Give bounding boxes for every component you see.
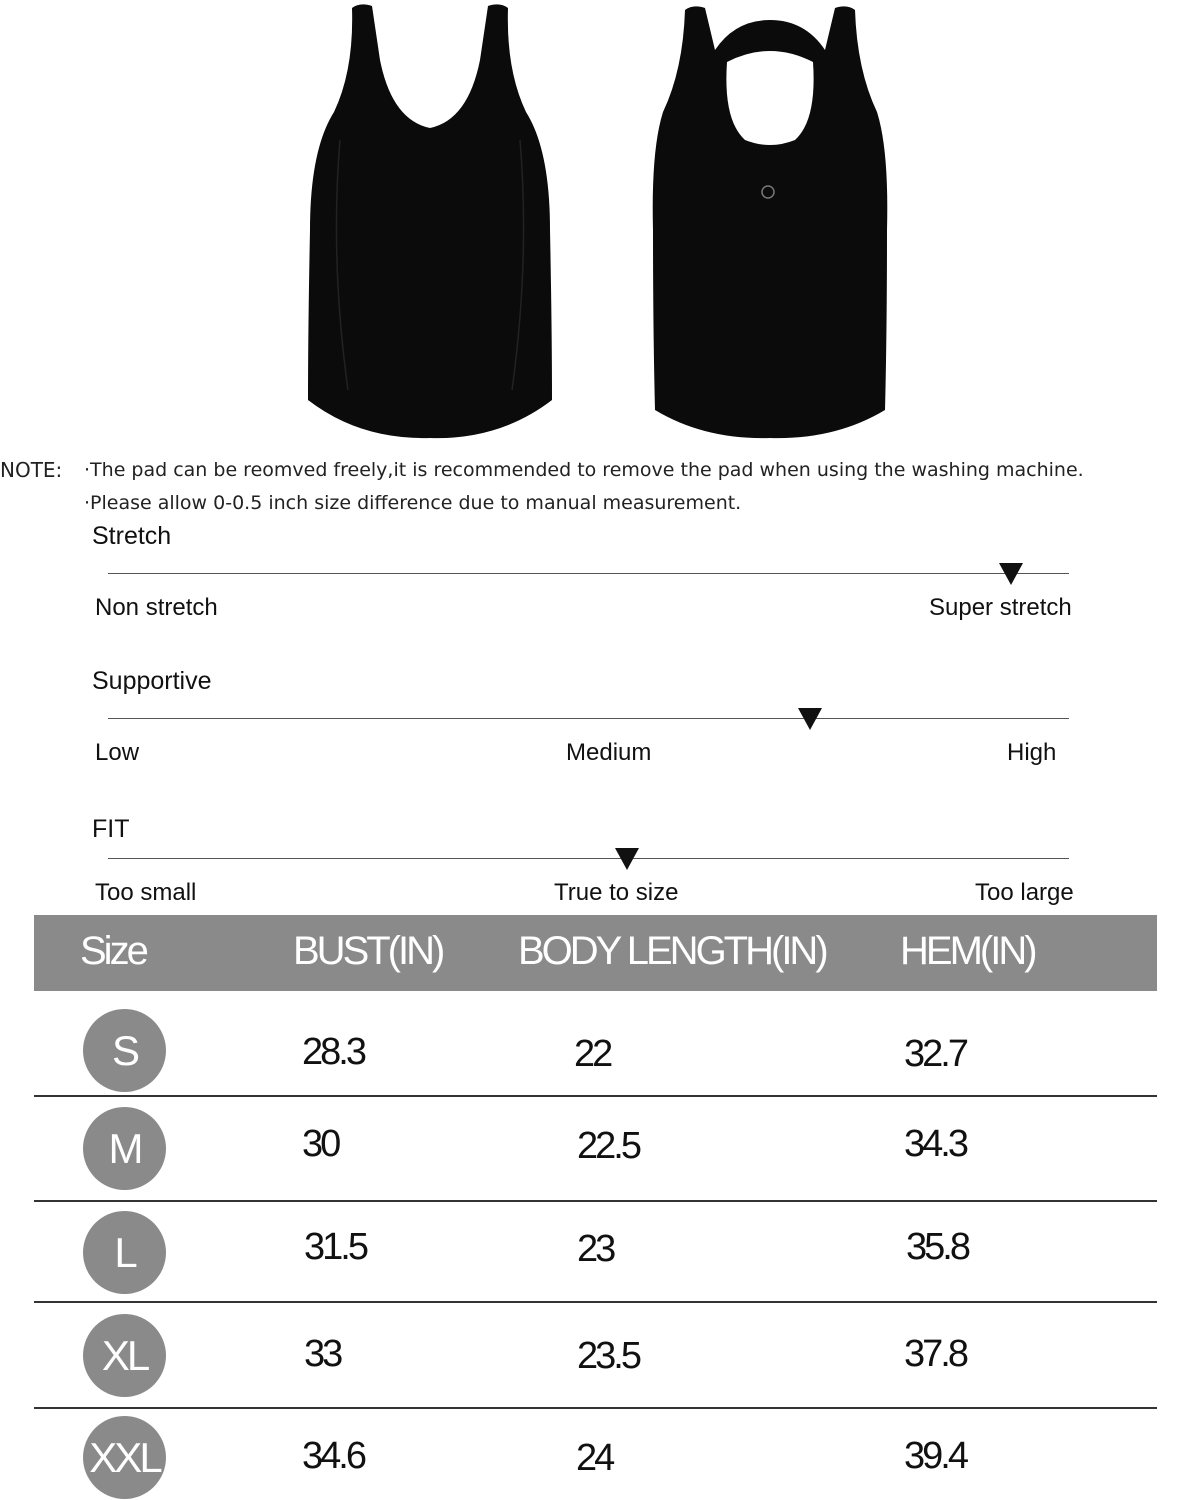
length-value: 22.5 [577,1125,639,1167]
scale-title: Supportive [92,667,212,695]
scale-label: Medium [566,739,652,766]
column-header-size: Size [80,929,146,973]
scale-marker-icon [615,848,639,870]
length-value: 23.5 [577,1335,639,1377]
size-badge: XXL [83,1416,166,1499]
column-header-bust: BUST(IN) [293,929,443,973]
scale-label: High [1007,739,1057,766]
scale-label: Non stretch [95,594,218,621]
hem-value: 34.3 [904,1123,966,1165]
note-line: ·Please allow 0-0.5 inch size difference due to manual measurement. [84,492,742,514]
scale-label: Too small [95,879,197,906]
row-divider [34,1095,1157,1097]
size-badge: XL [83,1314,166,1397]
scale-label: Super stretch [929,594,1072,621]
bust-value: 30 [302,1123,339,1165]
note-line: ·The pad can be reomved freely,it is recommended to remove the pad when using the washing machine. [84,459,1084,481]
table-header [34,915,1157,991]
note-label: NOTE: [0,458,63,482]
column-header-body-length: BODY LENGTH(IN) [518,929,826,973]
hem-value: 39.4 [904,1435,966,1477]
bust-value: 28.3 [302,1031,364,1073]
bust-value: 31.5 [304,1226,366,1268]
bust-value: 33 [304,1333,341,1375]
scale-title: FIT [92,815,130,843]
row-divider [34,1301,1157,1303]
scale-title: Stretch [92,522,172,550]
length-value: 24 [576,1437,613,1479]
scale-label: Low [95,739,140,766]
hem-value: 32.7 [904,1033,966,1075]
bust-value: 34.6 [302,1435,364,1477]
column-header-hem: HEM(IN) [900,929,1035,973]
tank-top-back-image [645,0,895,440]
scale-track [108,718,1069,719]
size-badge: M [83,1107,166,1190]
scale-track [108,573,1069,574]
hem-value: 37.8 [904,1333,966,1375]
scale-track [108,858,1069,859]
row-divider [34,1200,1157,1202]
tank-top-front-image [300,0,560,440]
scale-label: True to size [554,879,679,906]
size-badge: S [83,1009,166,1092]
row-divider [34,1407,1157,1409]
hem-value: 35.8 [906,1226,968,1268]
scale-marker-icon [999,563,1023,585]
scale-marker-icon [798,708,822,730]
length-value: 23 [577,1228,614,1270]
scale-label: Too large [975,879,1074,906]
size-badge: L [83,1211,166,1294]
length-value: 22 [574,1033,611,1075]
